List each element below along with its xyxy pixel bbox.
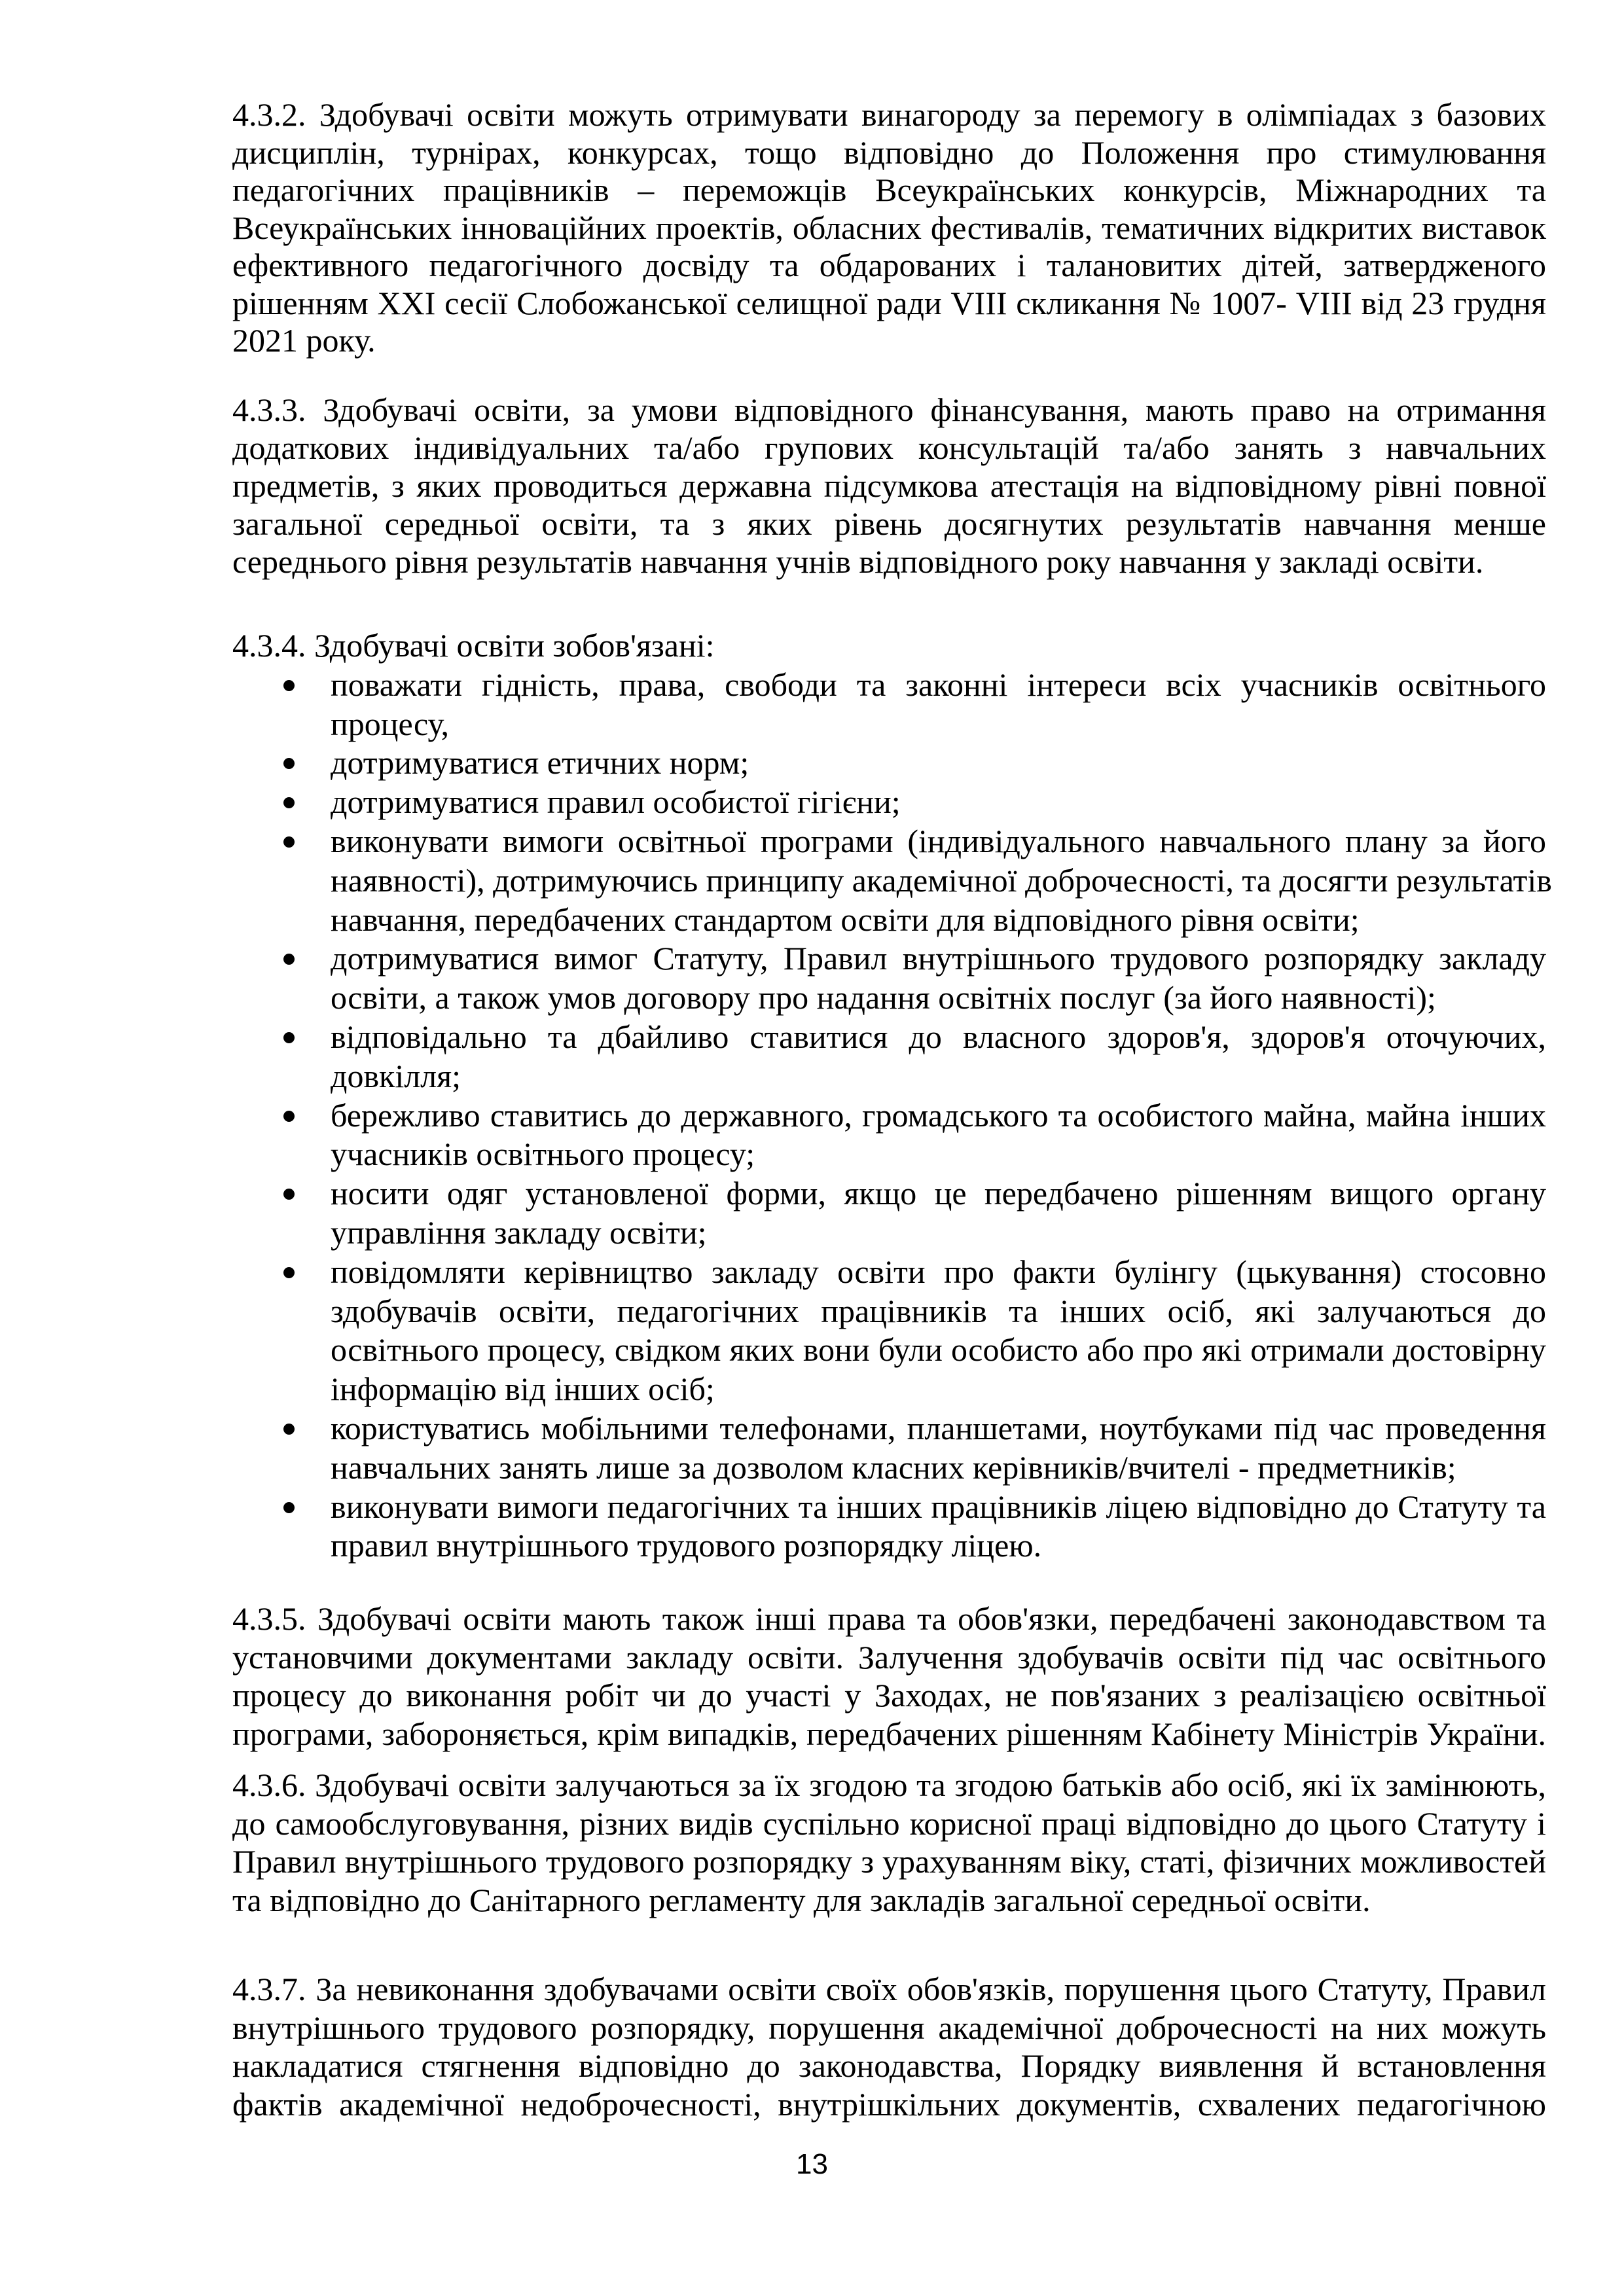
list-item — [232, 1018, 1546, 1096]
list-item — [232, 822, 1552, 939]
paragraph-4-3-4 — [232, 626, 1552, 1566]
list-title: 4.3.4. Здобувачі освіти зобов'язані: — [232, 627, 715, 664]
text-line: учасників освітнього процесу; — [331, 1136, 755, 1173]
paragraph-4-3-3 — [232, 391, 1546, 581]
text-line: середнього рівня результатів навчання учнів відповідного року навчання у закладі освіти. — [232, 543, 1484, 580]
text-line: Правил внутрішнього трудового розпорядку з урахуванням віку, статі, фізичних можливостей — [232, 1843, 1546, 1880]
text-line: програми, забороняється, крім випадків, передбачених рішенням Кабінету Міністрів України. — [232, 1715, 1546, 1752]
text-line: процесу, — [331, 705, 449, 742]
text-line: ефективного педагогічного досвіду та обдарованих і талановитих дітей, затвердженого — [232, 247, 1546, 283]
text-line: поважати гідність, права, свободи та законні інтереси всіх учасників освітнього — [331, 666, 1546, 703]
bullet-icon — [283, 797, 295, 808]
text-line: предметів, з яких проводиться державна підсумкова атестація на відповідному рівні повної — [232, 467, 1546, 504]
text-line: та відповідно до Санітарного регламенту для закладів загальної середньої освіти. — [232, 1881, 1371, 1918]
bullet-icon — [283, 1189, 295, 1200]
list-item — [232, 1096, 1546, 1175]
text-line: повідомляти керівництво закладу освіти про факти булінгу (цькування) стосовно — [331, 1253, 1546, 1290]
text-line: 2021 року. — [232, 322, 376, 359]
text-line: педагогічних працівників – переможців Всеукраїнських конкурсів, Міжнародних та — [232, 171, 1546, 208]
text-line: загальної середньої освіти, та з яких рівень досягнутих результатів навчання менше — [232, 505, 1546, 542]
text-line: наявності), дотримуючись принципу академічної доброчесності, та досягти результатів — [331, 861, 1552, 899]
list-item — [232, 783, 1546, 822]
text-line: освіти, а також умов договору про надання освітніх послуг (за його наявності); — [331, 979, 1436, 1016]
paragraph-4-3-6 — [232, 1766, 1546, 1919]
page-number: 13 — [796, 2148, 828, 2180]
text-line: 4.3.3. Здобувачі освіти, за умови відповідного фінансування, мають право на отримання — [232, 391, 1546, 428]
bullet-icon — [283, 758, 295, 769]
text-line: дотримуватися правил особистої гігієни; — [331, 783, 901, 821]
list-item — [232, 1174, 1546, 1253]
list-item — [232, 1409, 1546, 1488]
text-line: носити одяг установленої форми, якщо це передбачено рішенням вищого органу — [331, 1175, 1546, 1212]
text-line: до самообслуговування, різних видів суспільно корисної праці відповідно до цього Статуту і — [232, 1804, 1546, 1842]
text-line: освітнього процесу, свідком яких вони були особисто або про які отримали достовірну — [331, 1331, 1546, 1369]
text-line: рішенням XXI сесії Слобожанської селищної ради VIII скликання № 1007- VIII від 23 грудня — [232, 284, 1546, 321]
bullet-icon — [283, 1502, 295, 1513]
text-line: додаткових індивідуальних та/або групових консультацій та/або занять з навчальних — [232, 429, 1546, 466]
text-line: 4.3.5. Здобувачі освіти мають також інші права та обов'язки, передбачені законодавством та — [232, 1600, 1546, 1637]
text-line: внутрішнього трудового розпорядку, порушення академічної доброчесності на них можуть — [232, 2009, 1546, 2046]
bullet-icon — [283, 1424, 295, 1435]
paragraph-4-3-5 — [232, 1600, 1546, 1753]
text-line: дотримуватися етичних норм; — [331, 744, 749, 781]
paragraph-4-3-7 — [232, 1970, 1546, 2123]
bullet-icon — [283, 680, 295, 691]
text-line: інформацію від інших осіб; — [331, 1371, 715, 1408]
bullet-icon — [283, 836, 295, 848]
text-line: 4.3.2. Здобувачі освіти можуть отримувати винагороду за перемогу в олімпіадах з базових — [232, 96, 1546, 133]
text-line: установчими документами закладу освіти. Залучення здобувачів освіти під час освітнього — [232, 1638, 1546, 1676]
text-line: 4.3.6. Здобувачі освіти залучаються за їх згодою та згодою батьків або осіб, які їх замінюють, — [232, 1767, 1546, 1803]
text-line: довкілля; — [331, 1057, 461, 1094]
list-item — [232, 1253, 1546, 1409]
text-line: фактів академічної недоброчесності, внутрішкільних документів, схвалених педагогічною — [232, 2085, 1546, 2123]
bullet-icon — [283, 1267, 295, 1278]
text-line: користуватись мобільними телефонами, планшетами, ноутбуками під час проведення — [331, 1409, 1546, 1446]
list-item — [232, 666, 1546, 744]
text-line: дотримуватися вимог Статуту, Правил внутрішнього трудового розпорядку закладу — [331, 940, 1546, 977]
text-line: процесу до виконання робіт чи до участі у Заходах, не пов'язаних з реалізацією освітньої — [232, 1677, 1546, 1713]
text-line: здобувачів освіти, педагогічних працівників та інших осіб, які залучаються до — [331, 1292, 1546, 1329]
bullet-icon — [283, 954, 295, 965]
text-line: відповідально та дбайливо ставитися до власного здоров'я, здоров'я оточуючих, — [331, 1018, 1546, 1055]
text-line: виконувати вимоги педагогічних та інших працівників ліцею відповідно до Статуту та — [331, 1488, 1546, 1525]
text-line: правил внутрішнього трудового розпорядку ліцею. — [331, 1527, 1042, 1564]
list-item — [232, 1488, 1546, 1566]
text-line: накладатися стягнення відповідно до законодавства, Порядку виявлення й встановлення — [232, 2047, 1546, 2084]
bullet-icon — [283, 1032, 295, 1043]
text-line: навчальних занять лише за дозволом класних керівників/вчителі - предметників; — [331, 1448, 1456, 1486]
text-line: навчання, передбачених стандартом освіти для відповідного рівня освіти; — [331, 901, 1360, 938]
obligations-list — [232, 666, 1552, 1566]
list-item — [232, 939, 1546, 1018]
text-line: Всеукраїнських інноваційних проектів, обласних фестивалів, тематичних відкритих виставок — [232, 209, 1546, 246]
list-item — [232, 744, 1546, 783]
text-line: виконувати вимоги освітньої програми (індивідуального навчального плану за його — [331, 822, 1546, 859]
text-line: 4.3.7. За невиконання здобувачами освіти своїх обов'язків, порушення цього Статуту, Правил — [232, 1971, 1546, 2007]
text-line: бережливо ставитись до державного, громадського та особистого майна, майна інших — [331, 1096, 1546, 1134]
bullet-icon — [283, 1111, 295, 1122]
paragraph-4-3-2 — [232, 96, 1546, 360]
text-line: дисциплін, турнірах, конкурсах, тощо відповідно до Положення про стимулювання — [232, 134, 1546, 171]
text-line: управління закладу освіти; — [331, 1213, 707, 1251]
